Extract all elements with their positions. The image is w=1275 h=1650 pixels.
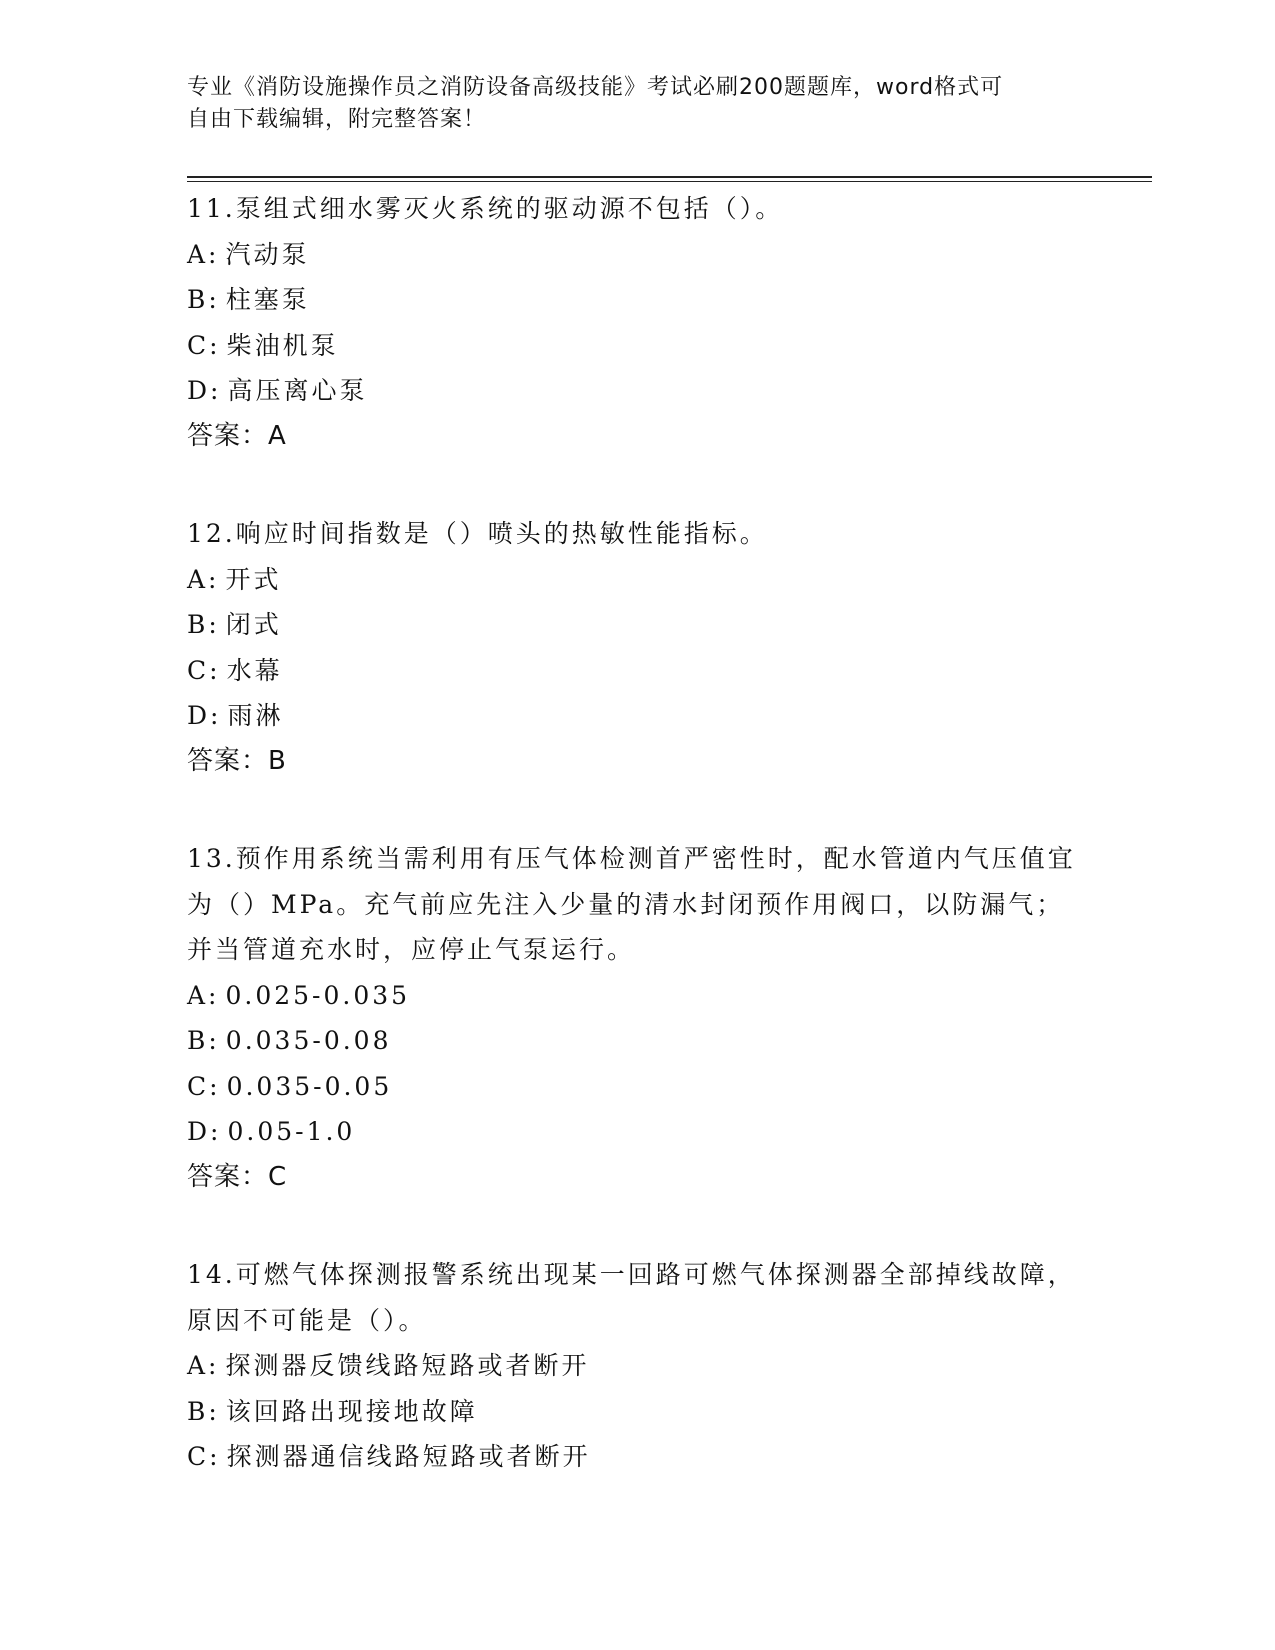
option-letter: A:	[187, 1351, 220, 1380]
option-letter: C:	[187, 1442, 221, 1471]
question-item	[187, 511, 1087, 784]
header-divider-thin	[187, 181, 1152, 182]
option-a	[187, 973, 1087, 1019]
option-d	[187, 368, 1087, 414]
option-text: 0.035-0.08	[225, 1026, 392, 1055]
option-c	[187, 1434, 1087, 1480]
option-letter: C:	[187, 330, 221, 360]
option-text: 闭式	[225, 610, 282, 639]
question-stem: 14.可燃气体探测报警系统出现某一回路可燃气体探测器全部掉线故障，原因不可能是（）。	[187, 1260, 1076, 1335]
option-letter: A:	[187, 980, 220, 1010]
option-b	[187, 277, 1087, 323]
option-d	[187, 693, 1087, 739]
option-c	[187, 323, 1087, 369]
option-a	[187, 557, 1087, 603]
answer-line: 答案：A	[187, 420, 287, 451]
option-letter: B:	[187, 1026, 220, 1055]
header-divider-thick	[187, 176, 1152, 178]
option-b	[187, 602, 1087, 648]
option-text: 柴油机泵	[226, 330, 339, 360]
option-c	[187, 1064, 1087, 1110]
option-text: 0.025-0.035	[225, 980, 411, 1010]
question-item	[187, 1252, 1087, 1480]
question-stem: 12.响应时间指数是（）喷头的热敏性能指标。	[187, 519, 768, 548]
option-text: 0.05-1.0	[227, 1117, 356, 1146]
option-letter: A:	[187, 564, 220, 594]
answer-line: 答案：B	[187, 745, 287, 776]
option-text: 汽动泵	[225, 239, 310, 269]
option-letter: C:	[187, 655, 221, 685]
option-text: 该回路出现接地故障	[225, 1396, 478, 1426]
option-text: 水幕	[226, 655, 283, 685]
option-a	[187, 232, 1087, 278]
option-text: 柱塞泵	[225, 285, 310, 314]
document-header	[187, 72, 1087, 136]
option-text: 0.035-0.05	[226, 1071, 393, 1101]
option-c	[187, 648, 1087, 694]
option-letter: B:	[187, 285, 220, 314]
option-text: 探测器通信线路短路或者断开	[226, 1442, 591, 1471]
option-text: 探测器反馈线路短路或者断开	[225, 1351, 590, 1380]
option-a	[187, 1343, 1087, 1389]
option-text: 高压离心泵	[227, 376, 368, 405]
option-letter: A:	[187, 239, 220, 269]
question-item	[187, 186, 1087, 459]
option-b	[187, 1018, 1087, 1064]
question-list	[187, 186, 1087, 1532]
option-letter: D:	[187, 701, 222, 730]
option-letter: B:	[187, 1396, 220, 1426]
question-stem: 11.泵组式细水雾灭火系统的驱动源不包括（）。	[187, 194, 784, 223]
option-letter: C:	[187, 1071, 221, 1101]
header-line-1: 专业《消防设施操作员之消防设备高级技能》考试必刷200题题库，word格式可	[187, 75, 1004, 100]
header-line-2: 自由下载编辑，附完整答案！	[187, 107, 487, 132]
option-letter: B:	[187, 610, 220, 639]
question-item	[187, 836, 1087, 1200]
question-stem: 13.预作用系统当需利用有压气体检测首严密性时，配水管道内气压值宜为（）MPa。充气前应先注入少量的清水封闭预作用阀口，以防漏气；并当管道充水时，应停止气泵运行。	[187, 844, 1076, 964]
option-letter: D:	[187, 376, 222, 405]
option-d	[187, 1109, 1087, 1155]
option-text: 雨淋	[227, 701, 284, 730]
option-letter: D:	[187, 1117, 222, 1146]
answer-line: 答案：C	[187, 1161, 288, 1192]
option-b	[187, 1389, 1087, 1435]
option-text: 开式	[225, 564, 282, 594]
